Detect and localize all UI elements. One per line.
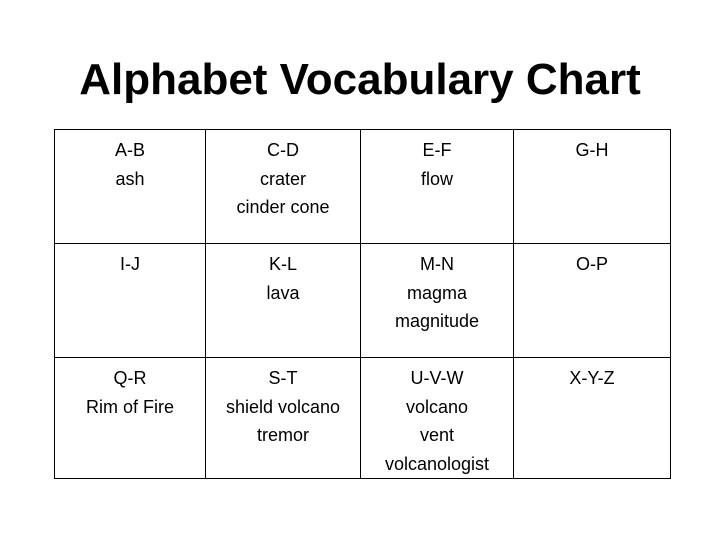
cell-letters: I-J: [120, 254, 140, 274]
cell-word: lava: [266, 282, 300, 303]
cell-g-h: [514, 130, 671, 244]
cell-letters: A-B: [114, 140, 145, 160]
cell-e-f: [361, 130, 514, 244]
table-row: [55, 358, 671, 479]
cell-word: magnitude: [394, 311, 480, 331]
cell-word: shield volcano: [225, 396, 341, 417]
table-row: [55, 244, 671, 358]
cell-letters: Q-R: [113, 368, 147, 388]
cell-i-j: [55, 244, 206, 358]
page-title: Alphabet Vocabulary Chart: [79, 55, 641, 104]
cell-word: flow: [420, 168, 453, 189]
cell-s-t: [206, 358, 361, 479]
cell-word: cinder cone: [236, 197, 330, 217]
cell-letters: C-D: [267, 140, 299, 160]
cell-word: volcanologist: [384, 453, 490, 474]
cell-word: tremor: [256, 425, 309, 445]
cell-x-y-z: [514, 358, 671, 479]
vocabulary-table: [54, 129, 671, 479]
cell-letters: X-Y-Z: [569, 368, 615, 388]
cell-letters: M-N: [420, 254, 454, 274]
cell-word: ash: [115, 168, 145, 189]
cell-word: volcano: [405, 396, 469, 417]
cell-u-v-w: [361, 358, 514, 479]
cell-letters: S-T: [268, 368, 298, 388]
cell-k-l: [206, 244, 361, 358]
cell-letters: G-H: [575, 140, 609, 160]
cell-a-b: [55, 130, 206, 244]
cell-letters: O-P: [575, 254, 608, 274]
cell-m-n: [361, 244, 514, 358]
cell-letters: U-V-W: [410, 368, 464, 388]
cell-q-r: [55, 358, 206, 479]
cell-o-p: [514, 244, 671, 358]
table-row: [55, 130, 671, 244]
cell-letters: E-F: [422, 140, 452, 160]
cell-letters: K-L: [268, 254, 297, 274]
cell-c-d: [206, 130, 361, 244]
cell-word: crater: [259, 168, 306, 189]
cell-word: Rim of Fire: [85, 396, 174, 417]
cell-word: vent: [419, 425, 455, 445]
cell-word: magma: [406, 282, 468, 303]
